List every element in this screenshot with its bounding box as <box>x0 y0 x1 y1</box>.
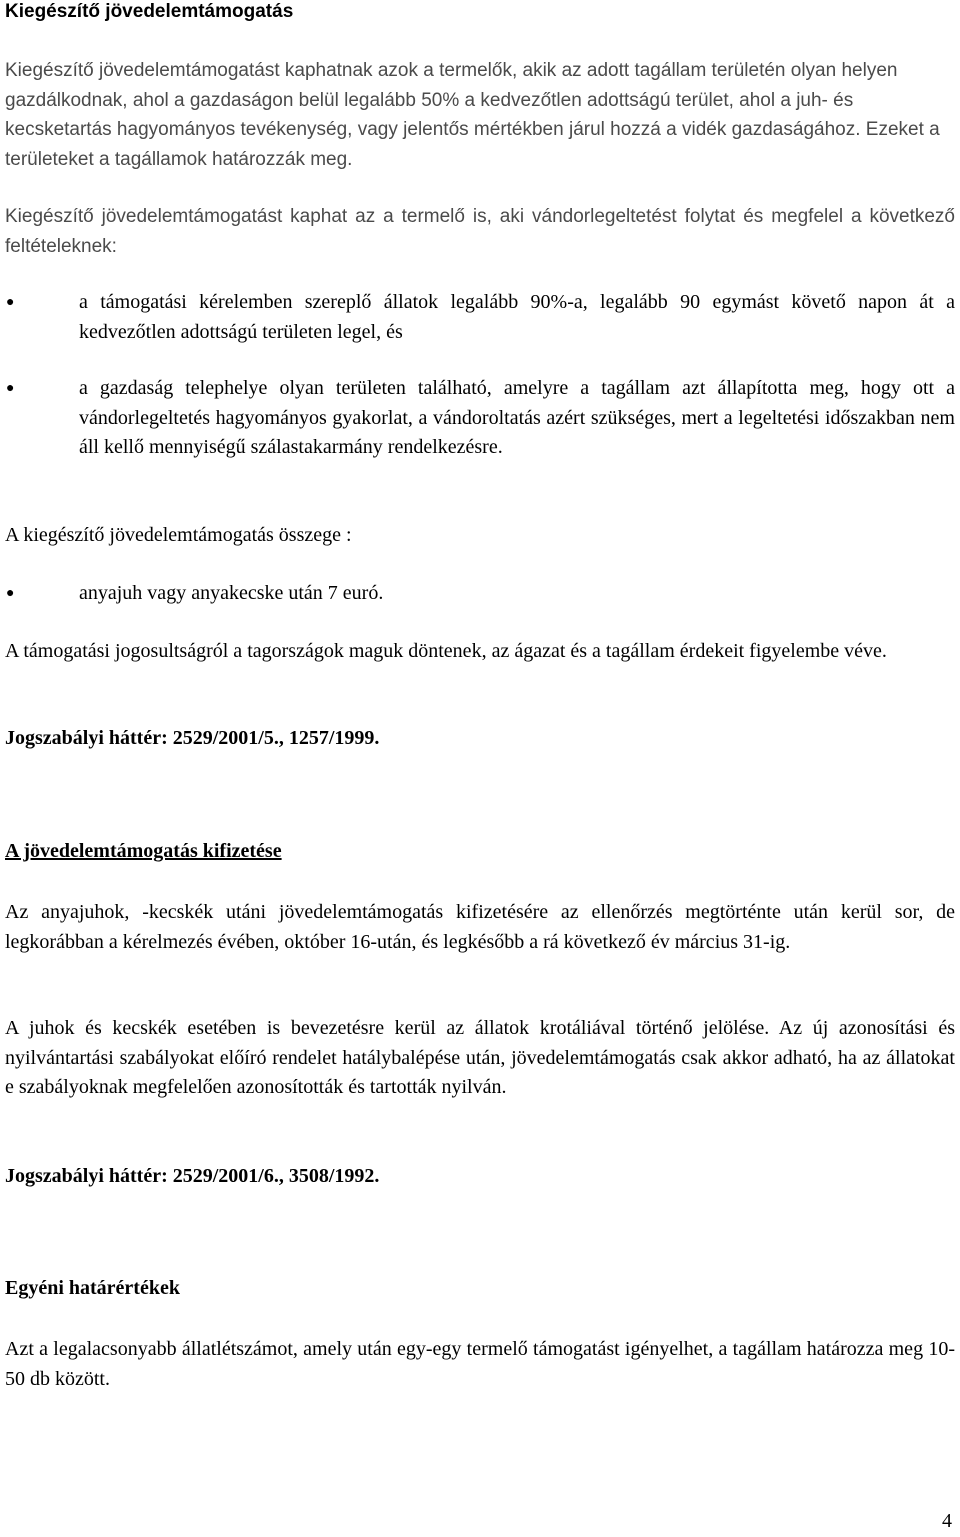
bullet-icon: ● <box>6 381 15 396</box>
list-item-text: a gazdaság telephelye olyan területen található, amelyre a tagállam azt állapította meg, hogy ott a vándorlegeltetés hagyományos gyakorlat, a vándoroltatás azért szükséges, mert a legeltetési időszakban nem áll kellő mennyiségű szálastakarmány rendelkezésre. <box>79 377 955 458</box>
list-item <box>5 374 955 463</box>
section-title-supplementary-income: Kiegészítő jövedelemtámogatás <box>5 1 294 22</box>
legal-background-1: Jogszabályi háttér: 2529/2001/5., 1257/1999. <box>5 727 380 749</box>
section-title-payment: A jövedelemtámogatás kifizetése <box>5 840 282 862</box>
section-title-individual-limits: Egyéni határértékek <box>5 1277 180 1299</box>
list-item <box>5 288 955 347</box>
list-item <box>5 579 955 609</box>
bullet-icon: ● <box>6 295 15 310</box>
limits-paragraph: Azt a legalacsonyabb állatlétszámot, amely után egy-egy termelő támogatást igényelhet, a tagállam határozza meg 10-50 db között. <box>5 1338 955 1390</box>
legal-background-2: Jogszabályi háttér: 2529/2001/6., 3508/1992. <box>5 1165 380 1187</box>
list-item-text: a támogatási kérelemben szereplő állatok legalább 90%-a, legalább 90 egymást követő napon át a kedvezőtlen adottságú területen legel, és <box>79 291 955 343</box>
migratory-grazing-paragraph: Kiegészítő jövedelemtámogatást kaphat az a termelő is, aki vándorlegeltetést folytat és megfelel a következő feltételeknek: <box>5 206 955 257</box>
amount-label: A kiegészítő jövedelemtámogatás összege : <box>5 524 352 546</box>
intro-paragraph: Kiegészítő jövedelemtámogatást kaphatnak azok a termelők, akik az adott tagállam területén olyan helyen gazdálkodnak, ahol a gazdaságon belül legalább 50% a kedvezőtlen adottságú terület, ahol a juh- és kecsketartás hagyományos tevékenység, vagy jelentős mértékben járul hozzá a vidék gazdaságához. Ezeket a területeket a tagállamok határozzák meg. <box>5 60 940 170</box>
bullet-icon: ● <box>6 586 15 601</box>
identification-paragraph: A juhok és kecskék esetében is bevezetésre kerül az állatok krotáliával történő jelölése. Az új azonosítási és nyilvántartási szabályokat előíró rendelet hatálybalépése után, jövedelemtámogatás csak akkor adható, ha az állatokat e szabályoknak megfelelően azonosították és tartották nyilván. <box>5 1017 955 1098</box>
payment-paragraph: Az anyajuhok, -kecskék utáni jövedelemtámogatás kifizetésére az ellenőrzés megtörténte után kerül sor, de legkorábban a kérelmezés évében, október 16-után, és legkésőbb a rá következő év március 31-ig. <box>5 901 955 953</box>
list-item-text: anyajuh vagy anyakecske után 7 euró. <box>79 582 384 604</box>
page-number: 4 <box>942 1510 952 1532</box>
eligibility-paragraph: A támogatási jogosultságról a tagországok maguk döntenek, az ágazat és a tagállam érdekeit figyelembe véve. <box>5 640 887 662</box>
